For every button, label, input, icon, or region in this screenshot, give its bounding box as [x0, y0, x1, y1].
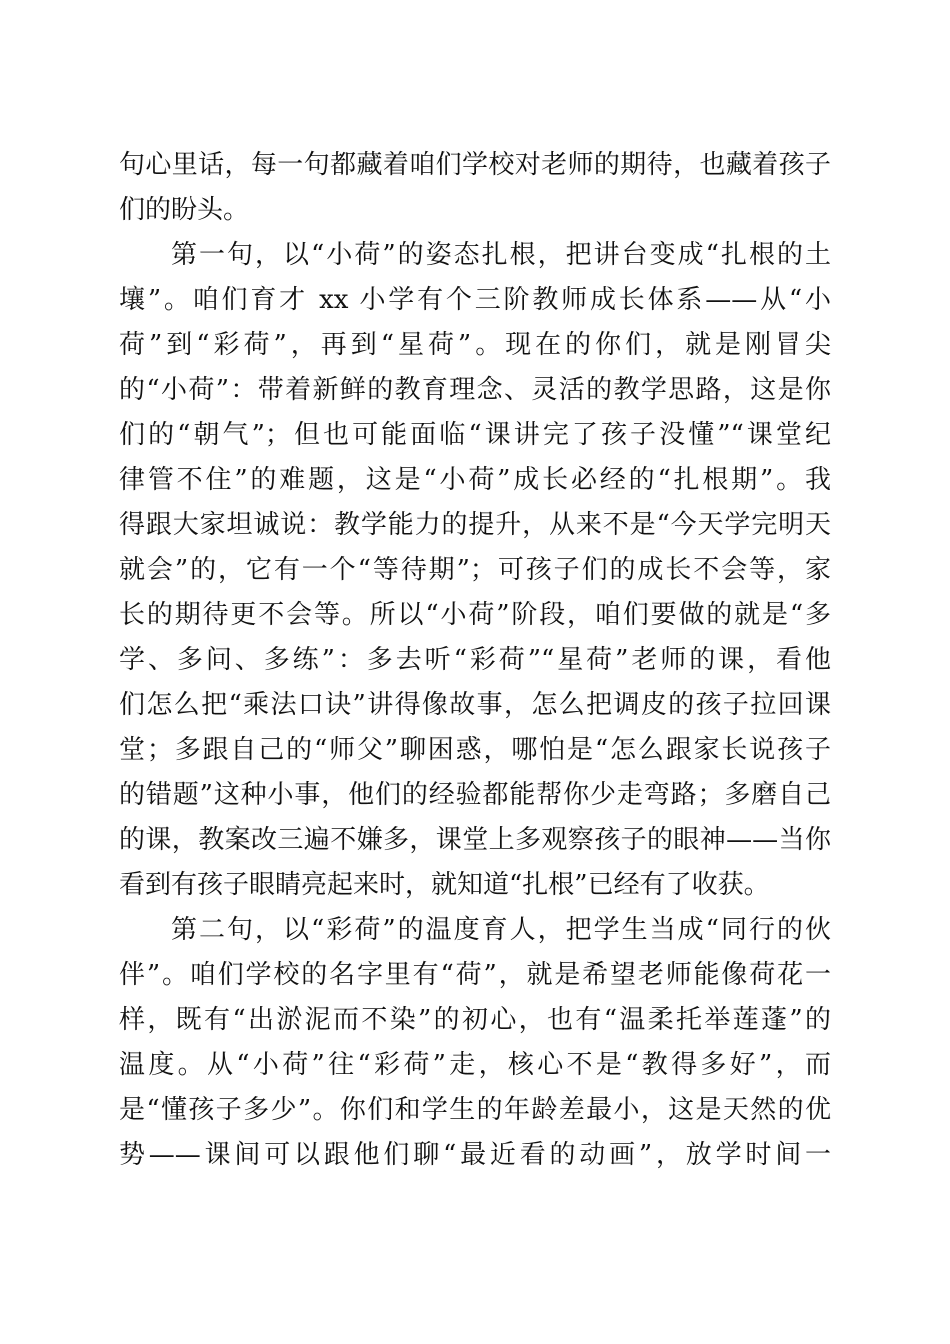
text-line: 们的“朝气”；但也可能面临“课讲完了孩子没懂”“课堂纪	[119, 420, 831, 450]
text-line: 的“小荷”：带着新鲜的教育理念、灵活的教学思路，这是你	[119, 375, 831, 405]
text-line: 温度。从“小荷”往“彩荷”走，核心不是“教得多好”，而	[119, 1050, 831, 1080]
text-line: 势——课间可以跟他们聊“最近看的动画”，放学时间一	[119, 1140, 831, 1170]
paragraph-first-line: 第一句，以“小荷”的姿态扎根，把讲台变成“扎根的土	[171, 240, 831, 270]
text-line: 律管不住”的难题，这是“小荷”成长必经的“扎根期”。我	[119, 465, 831, 495]
text-line: 学、多问、多练”：多去听“彩荷”“星荷”老师的课，看他	[119, 645, 831, 675]
text-line: 们怎么把“乘法口诀”讲得像故事，怎么把调皮的孩子拉回课	[119, 690, 831, 720]
text-line: 样，既有“出淤泥而不染”的初心，也有“温柔托举莲蓬”的	[119, 1005, 831, 1035]
text-line: 的课，教案改三遍不嫌多，课堂上多观察孩子的眼神——当你	[119, 825, 831, 855]
text-line: 堂；多跟自己的“师父”聊困惑，哪怕是“怎么跟家长说孩子	[119, 735, 831, 765]
text-line: 荷”到“彩荷”，再到“星荷”。现在的你们，就是刚冒尖	[119, 330, 831, 360]
text-line: 们的盼头。	[119, 195, 250, 225]
text-line: 伴”。咱们学校的名字里有“荷”，就是希望老师能像荷花一	[119, 960, 831, 990]
text-line: 是“懂孩子多少”。你们和学生的年龄差最小，这是天然的优	[119, 1095, 831, 1125]
text-line: 句心里话，每一句都藏着咱们学校对老师的期待，也藏着孩子	[119, 150, 831, 180]
paragraph-first-line: 第二句，以“彩荷”的温度育人，把学生当成“同行的伙	[171, 915, 831, 945]
text-line: 长的期待更不会等。所以“小荷”阶段，咱们要做的就是“多	[119, 600, 831, 630]
text-line: 的错题”这种小事，他们的经验都能帮你少走弯路；多磨自己	[119, 780, 831, 810]
text-line: 就会”的，它有一个“等待期”；可孩子们的成长不会等，家	[119, 555, 831, 585]
text-line: 壤”。咱们育才 xx 小学有个三阶教师成长体系——从“小	[119, 285, 831, 315]
text-line: 看到有孩子眼睛亮起来时，就知道“扎根”已经有了收获。	[119, 870, 770, 900]
text-line: 得跟大家坦诚说：教学能力的提升，从来不是“今天学完明天	[119, 510, 831, 540]
